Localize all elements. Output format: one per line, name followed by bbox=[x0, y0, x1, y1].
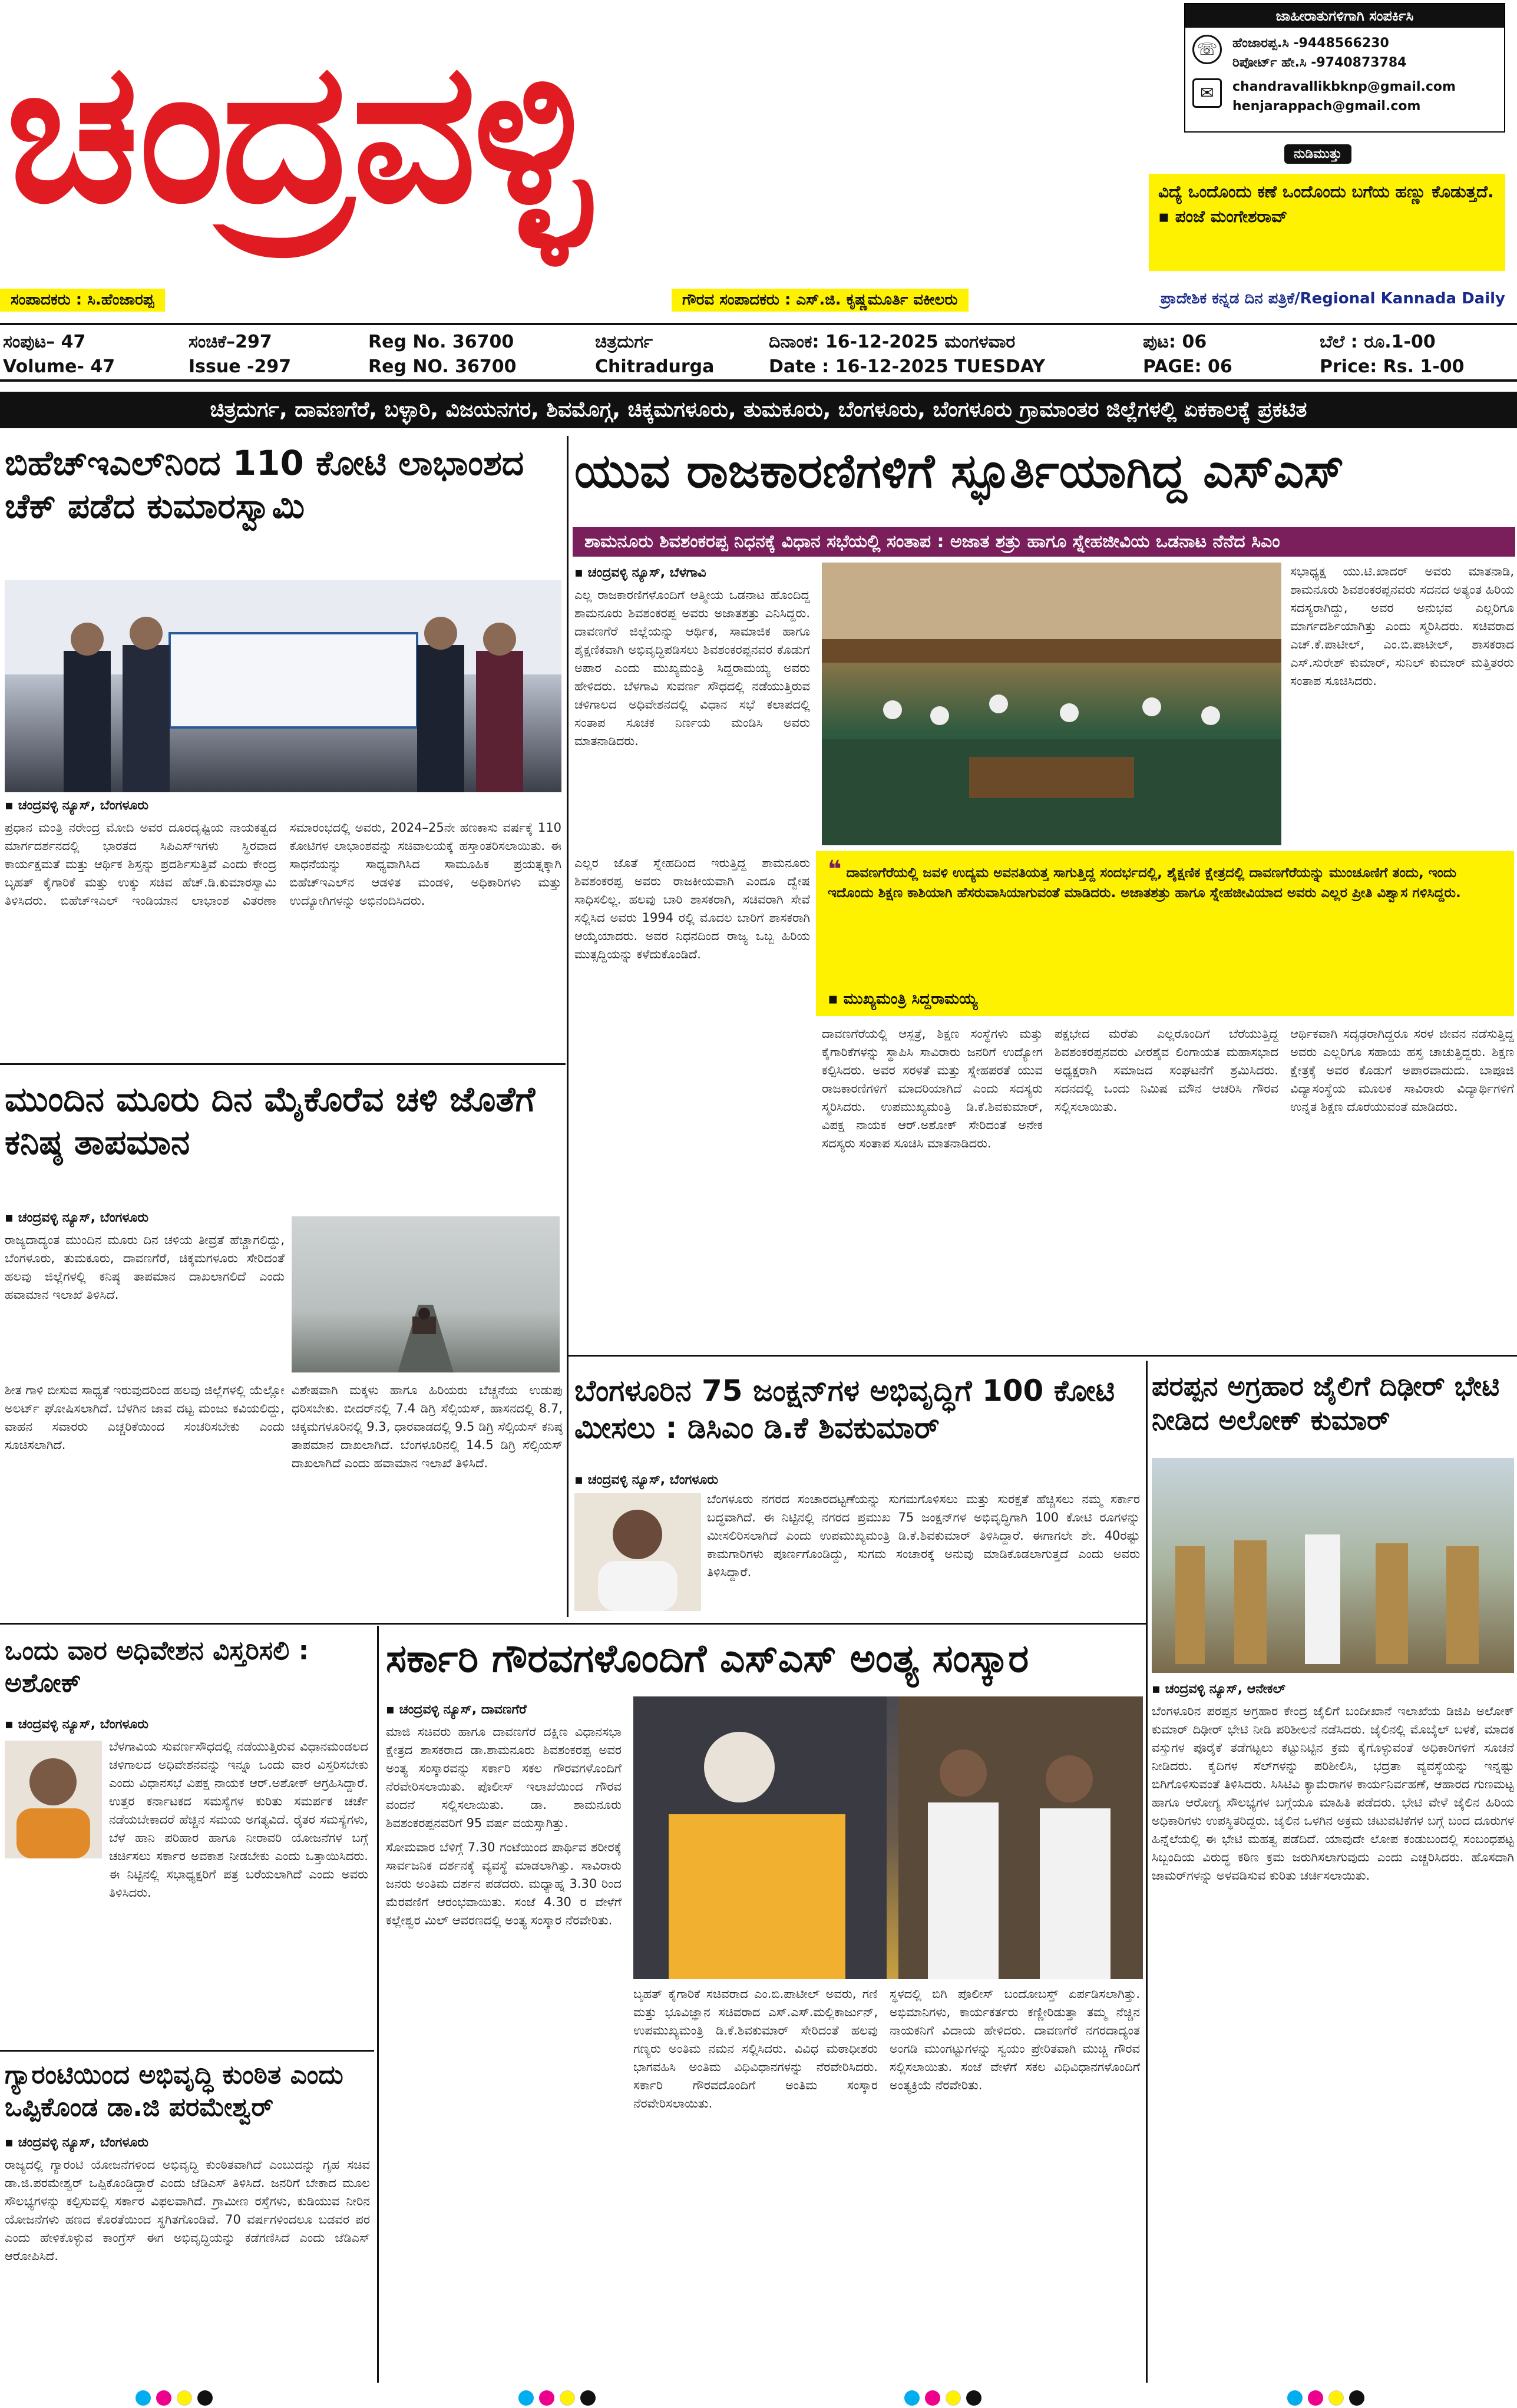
motto-author: ▪ ಪಂಜೆ ಮಂಗೇಶರಾವ್ bbox=[1158, 207, 1288, 226]
assembly-photo bbox=[822, 563, 1281, 845]
issue-cell bbox=[189, 330, 291, 379]
editor-bar bbox=[0, 289, 1517, 313]
city-en: Chitradurga bbox=[595, 356, 715, 377]
registration-mark-black bbox=[197, 2390, 213, 2406]
motto-tag: ನುಡಿಮುತ್ತು bbox=[1284, 144, 1351, 164]
jail-photo-illustration bbox=[1152, 1458, 1514, 1673]
whatsapp-icon: ☏ bbox=[1192, 35, 1222, 64]
funeral-photo bbox=[633, 1696, 1143, 1979]
column-divider bbox=[1146, 1361, 1148, 2383]
divider bbox=[0, 1623, 1146, 1625]
city-kn: ಚಿತ್ರದುರ್ಗ bbox=[595, 332, 653, 352]
volume-cell bbox=[3, 330, 115, 379]
article-ss-deck: ಶಾಮನೂರು ಶಿವಶಂಕರಪ್ಪ ನಿಧನಕ್ಕೆ ವಿಧಾನ ಸಭೆಯಲ್ಲಿ ಸಂತಾಪ : ಅಜಾತ ಶತ್ರು ಹಾಗೂ ಸ್ನೇಹಜೀವಿಯ ಒಡನಾಟ ನೆನೆದ ಸಿಎಂ bbox=[573, 527, 1515, 557]
divider bbox=[0, 2050, 374, 2052]
article-ss-byline: ▪ ಚಂದ್ರವಳ್ಳಿ ನ್ಯೂಸ್, ಬೆಳಗಾವಿ bbox=[574, 565, 706, 580]
article-junction-headline[interactable]: ಬೆಂಗಳೂರಿನ 75 ಜಂಕ್ಷನ್‌ಗಳ ಅಭಿವೃದ್ಧಿಗೆ 100 ಕೋಟಿ ಮೀಸಲು : ಡಿಸಿಎಂ ಡಿ.ಕೆ ಶಿವಕುಮಾರ್ bbox=[574, 1374, 1115, 1445]
article-ss-body-1: ಎಲ್ಲ ರಾಜಕಾರಣಿಗಳೊಂದಿಗೆ ಆತ್ಮೀಯ ಒಡನಾಟ ಹೊಂದಿದ್ದ ಶಾಮನೂರು ಶಿವಶಂಕರಪ್ಪ ಅವರು ಅಜಾತಶತ್ರು ಎನಿಸಿದ್ದರು. ದಾವಣಗೆರೆ ಜಿಲ್ಲೆಯನ್ನು ಆರ್ಥಿಕ, ಸಾಮಾಜಿಕ ಹಾಗೂ ಶೈಕ್ಷಣಿಕವಾಗಿ ಅಭಿವೃದ್ಧಿಪಡಿಸಲು ಶಿವಶಂಕರಪ್ಪನವರ ಕೊಡುಗೆ ಅಪಾರ ಎಂದು ಮುಖ್ಯಮಂತ್ರಿ ಸಿದ್ದರಾಮಯ್ಯ ಅವರು ಹೇಳಿದರು. ಬೆಳಗಾವಿ ಸುವರ್ಣ ಸೌಧದಲ್ಲಿ ನಡೆಯುತ್ತಿರುವ ಚಳಿಗಾಲದ ಅಧಿವೇಶನದಲ್ಲಿ ವಿಧಾನ ಸಭೆ ಕಲಾಪದಲ್ಲಿ ಸಂತಾಪ ಸೂಚಕ ನಿರ್ಣಯ ಮಂಡಿಸಿ ಅವರು ಮಾತನಾಡಿದರು. bbox=[574, 588, 810, 748]
motto-text: ವಿದ್ಯೆ ಒಂದೊಂದು ಕಣೆ ಒಂದೊಂದು ಬಗೆಯ ಹಣ್ಣು ಕೊಡುತ್ತದೆ. bbox=[1158, 182, 1494, 201]
registration-mark-cyan bbox=[1287, 2390, 1303, 2406]
registration-mark-black bbox=[966, 2390, 981, 2406]
article-funeral-body-3: ಬೃಹತ್ ಕೈಗಾರಿಕೆ ಸಚಿವರಾದ ಎಂ.ಬಿ.ಪಾಟೀಲ್ ಅವರು, ಗಣಿ ಮತ್ತು ಭೂವಿಜ್ಞಾನ ಸಚಿವರಾದ ಎಸ್.ಎಸ್.ಮಲ್ಲಿಕಾರ್ಜುನ್, ಉಪಮುಖ್ಯಮಂತ್ರಿ ಡಿ.ಕೆ.ಶಿವಕುಮಾರ್ ಸೇರಿದಂತೆ ಹಲವು ಗಣ್ಯರು ಅಂತಿಮ ನಮನ ಸಲ್ಲಿಸಿದರು. ವಿವಿಧ ಮಠಾಧೀಶರು ಭಾಗವಹಿಸಿ ಅಂತಿಮ ವಿಧಿವಿಧಾನಗಳನ್ನು ನೆರವೇರಿಸಿದರು. ಸರ್ಕಾರಿ ಗೌರವದೊಂದಿಗೆ ಅಂತಿಮ ಸಂಸ್ಕಾರ ನೆರವೇರಿಸಲಾಯಿತು. bbox=[633, 1987, 878, 2111]
article-funeral-headline[interactable]: ಸರ್ಕಾರಿ ಗೌರವಗಳೊಂದಿಗೆ ಎಸ್‌ಎಸ್ ಅಂತ್ಯ ಸಂಸ್ಕಾರ bbox=[386, 1636, 1029, 1681]
article-ss-body-5: ಆರ್ಥಿಕವಾಗಿ ಸದೃಢರಾಗಿದ್ದರೂ ಸರಳ ಜೀವನ ನಡೆಸುತ್ತಿದ್ದ ಅವರು ಎಲ್ಲರಿಗೂ ಸಹಾಯ ಹಸ್ತ ಚಾಚುತ್ತಿದ್ದರು. ಶಿಕ್ಷಣ ಕ್ಷೇತ್ರಕ್ಕೆ ಅವರ ಕೊಡುಗೆ ಅಪಾರವಾದುದು. ಬಾಪೂಜಿ ವಿದ್ಯಾಸಂಸ್ಥೆಯ ಮೂಲಕ ಸಾವಿರಾರು ವಿದ್ಯಾರ್ಥಿಗಳಿಗೆ ಉನ್ನತ ಶಿಕ್ಷಣ ದೊರೆಯುವಂತೆ ಮಾಡಿದರು. bbox=[1290, 1027, 1514, 1114]
issue-en: Issue -297 bbox=[189, 356, 292, 377]
article-guarantee-headline[interactable]: ಗ್ಯಾರಂಟಿಯಿಂದ ಅಭಿವೃದ್ಧಿ ಕುಂಠಿತ ಎಂದು ಒಪ್ಪಿಕೊಂಡ ಡಾ.ಜಿ ಪರಮೇಶ್ವರ್ bbox=[5, 2060, 343, 2122]
dk-shivakumar-photo bbox=[574, 1493, 701, 1611]
article-bhel-body: ಪ್ರಧಾನ ಮಂತ್ರಿ ನರೇಂದ್ರ ಮೋದಿ ಅವರ ದೂರದೃಷ್ಟಿಯ ನಾಯಕತ್ವದ ಮಾರ್ಗದರ್ಶನದಲ್ಲಿ ಭಾರತದ ಸಿಪಿಎಸ್‌ಇಗಳು ಸ್ಥಿರವಾದ ಕಾರ್ಯಕ್ಷಮತೆ ಮತ್ತು ಆರ್ಥಿಕ ಶಿಸ್ತನ್ನು ಪ್ರದರ್ಶಿಸುತ್ತಿವೆ ಎಂದು ಕೇಂದ್ರ ಬೃಹತ್ ಕೈಗಾರಿಕೆ ಮತ್ತು ಉಕ್ಕು ಸಚಿವ ಹೆಚ್.ಡಿ.ಕುಮಾರಸ್ವಾಮಿ ತಿಳಿಸಿದರು. ಬಿಹೆಚ್‌ಇಎಲ್ ಇಂಡಿಯಾನ ಲಾಭಾಂಶ ವಿತರಣಾ ಸಮಾರಂಭದಲ್ಲಿ ಅವರು, 2024–25ನೇ ಹಣಕಾಸು ವರ್ಷಕ್ಕೆ 110 ಕೋಟಿಗಳ ಲಾಭಾಂಶವನ್ನು ಸಚಿವಾಲಯಕ್ಕೆ ಹಸ್ತಾಂತರಿಸಲಾಯಿತು. ಈ ಸಾಧನೆಯನ್ನು ಸಾಧ್ಯವಾಗಿಸಿದ ಸಾಮೂಹಿಕ ಪ್ರಯತ್ನಕ್ಕಾಗಿ ಬಿಹೆಚ್‌ಇಎಲ್‌ನ ಆಡಳಿತ ಮಂಡಳಿ, ಅಧಿಕಾರಿಗಳು ಮತ್ತು ಉದ್ಯೋಗಿಗಳನ್ನು ಅಭಿನಂದಿಸಿದರು. bbox=[5, 821, 561, 908]
article-junction-body: ಬೆಂಗಳೂರು ನಗರದ ಸಂಚಾರದಟ್ಟಣೆಯನ್ನು ಸುಗಮಗೊಳಿಸಲು ಮತ್ತು ಸುರಕ್ಷತೆ ಹೆಚ್ಚಿಸಲು ನಮ್ಮ ಸರ್ಕಾರ ಬದ್ಧವಾಗಿದೆ. ಈ ನಿಟ್ಟಿನಲ್ಲಿ ನಗರದ ಪ್ರಮುಖ 75 ಜಂಕ್ಷನ್‌ಗಳ ಅಭಿವೃದ್ಧಿಗಾಗಿ 100 ಕೋಟಿ ರೂಗಳನ್ನು ಮೀಸಲಿರಿಸಲಾಗಿದೆ ಎಂದು ಉಪಮುಖ್ಯಮಂತ್ರಿ ಡಿ.ಕೆ.ಶಿವಕುಮಾರ್ ತಿಳಿಸಿದ್ದಾರೆ. ಈಗಾಗಲೇ ಶೇ. 40ರಷ್ಟು ಕಾಮಗಾರಿಗಳು ಪೂರ್ಣಗೊಂಡಿದ್ದು, ಸುಗಮ ಸಂಚಾರಕ್ಕೆ ಅನುವು ಮಾಡಿಕೊಡಲಾಗುತ್ತದೆ ಎಂದು ಅವರು ತಿಳಿಸಿದ್ದಾರೆ. bbox=[707, 1492, 1140, 1579]
article-ss-body-4: ಪಕ್ಷಭೇದ ಮರೆತು ಎಲ್ಲರೊಂದಿಗೆ ಬೆರೆಯುತ್ತಿದ್ದ ಶಿವಶಂಕರಪ್ಪನವರು ವೀರಶೈವ ಲಿಂಗಾಯತ ಮಹಾಸಭಾದ ಅಧ್ಯಕ್ಷರಾಗಿ ಸಮಾಜದ ಸಂಘಟನೆಗೆ ಶ್ರಮಿಸಿದರು. ಸದನದಲ್ಲಿ ಒಂದು ನಿಮಿಷ ಮೌನ ಆಚರಿಸಿ ಗೌರವ ಸಲ್ಲಿಸಲಾಯಿತು. bbox=[1055, 1027, 1278, 1114]
article-ss-body-6: ಸಭಾಧ್ಯಕ್ಷ ಯು.ಟಿ.ಖಾದರ್ ಅವರು ಮಾತನಾಡಿ, ಶಾಮನೂರು ಶಿವಶಂಕರಪ್ಪನವರು ಸದನದ ಅತ್ಯಂತ ಹಿರಿಯ ಸದಸ್ಯರಾಗಿದ್ದು, ಅವರ ಅನುಭವ ಎಲ್ಲರಿಗೂ ಮಾರ್ಗದರ್ಶಿಯಾಗಿತ್ತು ಎಂದು ಸ್ಮರಿಸಿದರು. ಸಚಿವರಾದ ಎಚ್.ಕೆ.ಪಾಟೀಲ್, ಎಂ.ಬಿ.ಪಾಟೀಲ್, ಶಾಸಕರಾದ ಎಸ್.ಸುರೇಶ್ ಕುಮಾರ್, ಸುನಿಲ್ ಕುಮಾರ್ ಮತ್ತಿತರರು ಸಂತಾಪ ಸೂಚಿಸಿದರು. bbox=[1290, 564, 1514, 688]
reg-cell bbox=[368, 330, 517, 379]
issue-kn: ಸಂಚಿಕೆ–297 bbox=[189, 332, 272, 352]
cm-quote-box bbox=[816, 851, 1514, 1016]
bhel-photo bbox=[5, 580, 561, 792]
article-guarantee-body: ರಾಜ್ಯದಲ್ಲಿ ಗ್ಯಾರಂಟಿ ಯೋಜನೆಗಳಿಂದ ಅಭಿವೃದ್ಧಿ ಕುಂಠಿತವಾಗಿದೆ ಎಂಬುದನ್ನು ಗೃಹ ಸಚಿವ ಡಾ.ಜಿ.ಪರಮೇಶ್ವರ್ ಒಪ್ಪಿಕೊಂಡಿದ್ದಾರೆ ಎಂದು ಜೆಡಿಎಸ್ ತಿಳಿಸಿದೆ. ಜನರಿಗೆ ಬೇಕಾದ ಮೂಲ ಸೌಲಭ್ಯಗಳನ್ನು ಕಲ್ಪಿಸುವಲ್ಲಿ ಸರ್ಕಾರ ವಿಫಲವಾಗಿದೆ. ಗ್ರಾಮೀಣ ರಸ್ತೆಗಳು, ಕುಡಿಯುವ ನೀರಿನ ಯೋಜನೆಗಳು ಹಣದ ಕೊರತೆಯಿಂದ ಸ್ಥಗಿತಗೊಂಡಿವೆ. 70 ವರ್ಷಗಳಿಂದಲೂ ಬಡವರ ಪರ ಎಂದು ಹೇಳಿಕೊಳ್ಳುವ ಕಾಂಗ್ರೆಸ್ ಈಗ ಅಭಿವೃದ್ಧಿಯನ್ನು ಕಡೆಗಣಿಸಿದೆ ಎಂದು ಜೆಡಿಎಸ್ ಆರೋಪಿಸಿದೆ. bbox=[5, 2158, 370, 2263]
cm-quote-author: ▪ ಮುಖ್ಯಮಂತ್ರಿ ಸಿದ್ದರಾಮಯ್ಯ bbox=[828, 990, 978, 1008]
article-cold-body-3: ವಿಶೇಷವಾಗಿ ಮಕ್ಕಳು ಹಾಗೂ ಹಿರಿಯರು ಬೆಚ್ಚನೆಯ ಉಡುಪು ಧರಿಸಬೇಕು. ಬೀದರ್‌ನಲ್ಲಿ 7.4 ಡಿಗ್ರಿ ಸೆಲ್ಸಿಯಸ್, ಹಾಸನದಲ್ಲಿ 8.7, ಚಿಕ್ಕಮಗಳೂರಿನಲ್ಲಿ 9.3, ಧಾರವಾಡದಲ್ಲಿ 9.5 ಡಿಗ್ರಿ ಸೆಲ್ಸಿಯಸ್ ಕನಿಷ್ಠ ತಾಪಮಾನ ದಾಖಲಾಗಿದೆ. ಬೆಂಗಳೂರಿನಲ್ಲಿ 14.5 ಡಿಗ್ರಿ ಸೆಲ್ಸಿಯಸ್ ದಾಖಲಾಗಿದೆ ಎಂದು ಹವಾಮಾನ ಇಲಾಖೆ ತಿಳಿಸಿದೆ. bbox=[292, 1383, 563, 1470]
article-jail-body: ಬೆಂಗಳೂರಿನ ಪರಪ್ಪನ ಅಗ್ರಹಾರ ಕೇಂದ್ರ ಜೈಲಿಗೆ ಬಂದೀಖಾನೆ ಇಲಾಖೆಯ ಡಿಜಿಪಿ ಅಲೋಕ್ ಕುಮಾರ್ ದಿಢೀರ್ ಭೇಟಿ ನೀಡಿ ಪರಿಶೀಲನೆ ನಡೆಸಿದರು. ಜೈಲಿನಲ್ಲಿ ಮೊಬೈಲ್ ಬಳಕೆ, ಮಾದಕ ವಸ್ತುಗಳ ಪೂರೈಕೆ ತಡೆಗಟ್ಟಲು ಕಟ್ಟುನಿಟ್ಟಿನ ಕ್ರಮ ಕೈಗೊಳ್ಳುವಂತೆ ಅಧಿಕಾರಿಗಳಿಗೆ ಸೂಚನೆ ನೀಡಿದರು. ಕೈದಿಗಳ ಸೆಲ್‌ಗಳನ್ನು ಪರಿಶೀಲಿಸಿ, ಭದ್ರತಾ ವ್ಯವಸ್ಥೆಯನ್ನು ಇನ್ನಷ್ಟು ಬಿಗಿಗೊಳಿಸುವಂತೆ ತಿಳಿಸಿದರು. ಸಿಸಿಟಿವಿ ಕ್ಯಾಮೆರಾಗಳ ಕಾರ್ಯನಿರ್ವಹಣೆ, ಆಹಾರದ ಗುಣಮಟ್ಟ ಹಾಗೂ ಆರೋಗ್ಯ ಸೌಲಭ್ಯಗಳ ಬಗ್ಗೆಯೂ ಮಾಹಿತಿ ಪಡೆದರು. ಭೇಟಿ ವೇಳೆ ಜೈಲಿನ ಹಿರಿಯ ಅಧಿಕಾರಿಗಳು ಉಪಸ್ಥಿತರಿದ್ದರು. ಜೈಲಿನ ಒಳಗಿನ ಅಕ್ರಮ ಚಟುವಟಿಕೆಗಳ ಬಗ್ಗೆ ಬಂದ ದೂರುಗಳ ಹಿನ್ನೆಲೆಯಲ್ಲಿ ಈ ಭೇಟಿ ಮಹತ್ವ ಪಡೆದಿದೆ. ಯಾವುದೇ ಲೋಪ ಕಂಡುಬಂದಲ್ಲಿ ಸಂಬಂಧಪಟ್ಟ ಸಿಬ್ಬಂದಿಯ ವಿರುದ್ಧ ಕಠಿಣ ಕ್ರಮ ಜರುಗಿಸಲಾಗುವುದು ಎಂದು ಎಚ್ಚರಿಸಿದರು. ಹೊಸದಾಗಿ ಜಾಮರ್‌ಗಳನ್ನು ಅಳವಡಿಸುವ ಕುರಿತು ಚರ್ಚಿಸಲಾಯಿತು. bbox=[1152, 1704, 1514, 1883]
article-ashok-byline: ▪ ಚಂದ್ರವಳ್ಳಿ ನ್ಯೂಸ್, ಬೆಂಗಳೂರು bbox=[5, 1717, 148, 1732]
column-divider bbox=[377, 1626, 379, 2383]
article-funeral-body-1: ಮಾಜಿ ಸಚಿವರು ಹಾಗೂ ದಾವಣಗೆರೆ ದಕ್ಷಿಣ ವಿಧಾನಸಭಾ ಕ್ಷೇತ್ರದ ಶಾಸಕರಾದ ಡಾ.ಶಾಮನೂರು ಶಿವಶಂಕರಪ್ಪ ಅವರ ಅಂತ್ಯ ಸಂಸ್ಕಾರವನ್ನು ಸರ್ಕಾರಿ ಸಕಲ ಗೌರವಗಳೊಂದಿಗೆ ನೆರವೇರಿಸಲಾಯಿತು. ಪೊಲೀಸ್ ಇಲಾಖೆಯಿಂದ ಗೌರವ ವಂದನೆ ಸಲ್ಲಿಸಲಾಯಿತು. ಡಾ. ಶಾಮನೂರು ಶಿವಶಂಕರಪ್ಪನವರಿಗೆ 95 ವರ್ಷ ವಯಸ್ಸಾಗಿತ್ತು. ಸೋಮವಾರ ಬೆಳಿಗ್ಗೆ 7.30 ಗಂಟೆಯಿಂದ ಪಾರ್ಥಿವ ಶರೀರಕ್ಕೆ ಸಾರ್ವಜನಿಕ ದರ್ಶನಕ್ಕೆ ವ್ಯವಸ್ಥೆ ಮಾಡಲಾಗಿತ್ತು. ಸಾವಿರಾರು ಜನರು ಅಂತಿಮ ದರ್ಶನ ಪಡೆದರು. ಮಧ್ಯಾಹ್ನ 3.30 ರಿಂದ ಮೆರವಣಿಗೆ ಆರಂಭವಾಯಿತು. ಸಂಜೆ 4.30 ರ ವೇಳೆಗೆ ಕಲ್ಲೇಶ್ವರ ಮಿಲ್ ಆವರಣದಲ್ಲಿ ಅಂತ್ಯ ಸಂಸ್ಕಾರ ನೆರವೇರಿತು. bbox=[386, 1723, 622, 2383]
article-ss-body-2: ಎಲ್ಲರ ಜೊತೆ ಸ್ನೇಹದಿಂದ ಇರುತ್ತಿದ್ದ ಶಾಮನೂರು ಶಿವಶಂಕರಪ್ಪ ಅವರು ರಾಜಕೀಯವಾಗಿ ಎಂದೂ ದ್ವೇಷ ಸಾಧಿಸಲಿಲ್ಲ. ಹಲವು ಬಾರಿ ಶಾಸಕರಾಗಿ, ಸಚಿವರಾಗಿ ಸೇವೆ ಸಲ್ಲಿಸಿದ ಅವರು 1994 ರಲ್ಲಿ ಮೊದಲ ಬಾರಿಗೆ ಶಾಸಕರಾಗಿ ಆಯ್ಕೆಯಾದರು. ಅವರ ನಿಧನದಿಂದ ರಾಜ್ಯ ಒಬ್ಬ ಹಿರಿಯ ಮುತ್ಸದ್ದಿಯನ್ನು ಕಳೆದುಕೊಂಡಿದೆ. bbox=[574, 856, 810, 961]
volume-en: Volume- 47 bbox=[3, 356, 115, 377]
divider bbox=[0, 1063, 566, 1065]
page-en: PAGE: 06 bbox=[1143, 356, 1232, 377]
phone-line-2: ರಿಪೋರ್ಟ್ ಹೇ.ಸಿ -9740873784 bbox=[1232, 55, 1407, 70]
article-ss-headline[interactable]: ಯುವ ರಾಜಕಾರಣಿಗಳಿಗೆ ಸ್ಫೂರ್ತಿಯಾಗಿದ್ದ ಎಸ್‌ಎಸ್ bbox=[574, 444, 1344, 498]
registration-mark-yellow bbox=[177, 2390, 192, 2406]
bhel-photo-illustration bbox=[5, 580, 561, 792]
email-icon: ✉ bbox=[1192, 78, 1222, 108]
fog-photo-illustration bbox=[292, 1216, 560, 1372]
date-cell bbox=[769, 330, 1045, 379]
registration-mark-cyan bbox=[904, 2390, 920, 2406]
email-1[interactable]: chandravallikbknp@gmail.com bbox=[1232, 80, 1456, 94]
cm-quote-text: ದಾವಣಗೆರೆಯಲ್ಲಿ ಜವಳಿ ಉದ್ಯಮ ಅವನತಿಯತ್ತ ಸಾಗುತ್ತಿದ್ದ ಸಂದರ್ಭದಲ್ಲಿ, ಶೈಕ್ಷಣಿಕ ಕ್ಷೇತ್ರದಲ್ಲಿ ದಾವಣಗೆರೆಯನ್ನು ಮುಂಚೂಣಿಗೆ ತಂದು, ಇಂದು ಇದೊಂದು ಶಿಕ್ಷಣ ಕಾಶಿಯಾಗಿ ಹೆಸರುವಾಸಿಯಾಗುವಂತೆ ಮಾಡಿದರು. ಅಜಾತಶತ್ರು ಹಾಗೂ ಸ್ನೇಹಜೀವಿಯಾದ ಅವರು ಎಲ್ಲರ ಪ್ರೀತಿ ವಿಶ್ವಾಸ ಗಳಿಸಿದ್ದರು. bbox=[828, 865, 1461, 901]
email-2[interactable]: henjarappach@gmail.com bbox=[1232, 99, 1421, 114]
registration-mark-yellow bbox=[946, 2390, 961, 2406]
registration-mark-magenta bbox=[539, 2390, 554, 2406]
ashok-photo bbox=[5, 1741, 102, 1858]
registration-mark-magenta bbox=[156, 2390, 171, 2406]
article-cold-body-1: ರಾಜ್ಯದಾದ್ಯಂತ ಮುಂದಿನ ಮೂರು ದಿನ ಚಳಿಯ ತೀವ್ರತೆ ಹೆಚ್ಚಾಗಲಿದ್ದು, ಬೆಂಗಳೂರು, ತುಮಕೂರು, ದಾವಣಗೆರೆ, ಚಿಕ್ಕಮಗಳೂರು ಸೇರಿದಂತೆ ಹಲವು ಜಿಲ್ಲೆಗಳಲ್ಲಿ ಕನಿಷ್ಠ ತಾಪಮಾನ ದಾಖಲಾಗಲಿದೆ ಎಂದು ಹವಾಮಾನ ಇಲಾಖೆ ತಿಳಿಸಿದೆ. bbox=[5, 1233, 285, 1302]
district-bar: ಚಿತ್ರದುರ್ಗ, ದಾವಣಗೆರೆ, ಬಳ್ಳಾರಿ, ವಿಜಯನಗರ, ಶಿವಮೊಗ್ಗ, ಚಿಕ್ಕಮಗಳೂರು, ತುಮಕೂರು, ಬೆಂಗಳೂರು, ಬೆಂಗಳೂರು ಗ್ರಾಮಾಂತರ ಜಿಲ್ಲೆಗಳಲ್ಲಿ ಏಕಕಾಲಕ್ಕೆ ಪ್ರಕಟಿತ bbox=[0, 392, 1517, 428]
phone-line-1: ಹೆಂಜಾರಪ್ಪ.ಸಿ -9448566230 bbox=[1232, 36, 1389, 51]
article-ashok-body: ಬೆಳಗಾವಿಯ ಸುವರ್ಣಸೌಧದಲ್ಲಿ ನಡೆಯುತ್ತಿರುವ ವಿಧಾನಮಂಡಲದ ಚಳಿಗಾಲದ ಅಧಿವೇಶನವನ್ನು ಇನ್ನೂ ಒಂದು ವಾರ ವಿಸ್ತರಿಸಬೇಕು ಎಂದು ವಿಧಾನಸಭೆ ವಿಪಕ್ಷ ನಾಯಕ ಆರ್.ಅಶೋಕ್ ಆಗ್ರಹಿಸಿದ್ದಾರೆ. ಉತ್ತರ ಕರ್ನಾಟಕದ ಸಮಸ್ಯೆಗಳ ಕುರಿತು ಸಮರ್ಪಕ ಚರ್ಚೆ ನಡೆಯಬೇಕಾದರೆ ಹೆಚ್ಚಿನ ಸಮಯ ಅಗತ್ಯವಿದೆ. ರೈತರ ಸಮಸ್ಯೆಗಳು, ಬೆಳೆ ಹಾನಿ ಪರಿಹಾರ ಹಾಗೂ ನೀರಾವರಿ ಯೋಜನೆಗಳ ಬಗ್ಗೆ ಚರ್ಚಿಸಲು ಸರ್ಕಾರ ಅವಕಾಶ ನೀಡಬೇಕು ಎಂದು ಒತ್ತಾಯಿಸಿದರು. ಈ ನಿಟ್ಟಿನಲ್ಲಿ ಸಭಾಧ್ಯಕ್ಷರಿಗೆ ಪತ್ರ ಬರೆಯಲಾಗಿದೆ ಎಂದು ಅವರು ತಿಳಿಸಿದರು. bbox=[109, 1739, 368, 1900]
article-guarantee-byline: ▪ ಚಂದ್ರವಳ್ಳಿ ನ್ಯೂಸ್, ಬೆಂಗಳೂರು bbox=[5, 2135, 148, 2150]
registration-mark-magenta bbox=[1308, 2390, 1323, 2406]
portrait-illustration bbox=[574, 1493, 701, 1611]
article-bhel-byline: ▪ ಚಂದ್ರವಳ್ಳಿ ನ್ಯೂಸ್, ಬೆಂಗಳೂರು bbox=[5, 798, 148, 813]
reg-2: Reg NO. 36700 bbox=[368, 356, 517, 377]
article-ashok-headline[interactable]: ಒಂದು ವಾರ ಅಧಿವೇಶನ ವಿಸ್ತರಿಸಲಿ : ಅಶೋಕ್ bbox=[5, 1636, 309, 1698]
honorary-editor-badge: ಗೌರವ ಸಂಪಾದಕರು : ಎಸ್.ಜಿ. ಕೃಷ್ಣಮೂರ್ತಿ ವಕೀಲರು bbox=[672, 289, 969, 312]
column-divider bbox=[567, 436, 569, 1617]
page-kn: ಪುಟ: 06 bbox=[1143, 332, 1207, 352]
date-kn: ದಿನಾಂಕ: 16-12-2025 ಮಂಗಳವಾರ bbox=[769, 332, 1016, 352]
assembly-photo-illustration bbox=[822, 563, 1281, 845]
motto-box bbox=[1149, 174, 1505, 271]
article-funeral-byline: ▪ ಚಂದ್ರವಳ್ಳಿ ನ್ಯೂಸ್, ದಾವಣಗೆರೆ bbox=[386, 1702, 527, 1717]
volume-kn: ಸಂಪುಟ– 47 bbox=[3, 332, 86, 352]
registration-mark-cyan bbox=[135, 2390, 151, 2406]
price-kn: ಬೆಲೆ : ರೂ.1-00 bbox=[1320, 332, 1436, 352]
registration-mark-black bbox=[1349, 2390, 1364, 2406]
fog-road-photo bbox=[292, 1216, 560, 1372]
article-funeral-body-2: ಸೋಮವಾರ ಬೆಳಿಗ್ಗೆ 7.30 ಗಂಟೆಯಿಂದ ಪಾರ್ಥಿವ ಶರೀರಕ್ಕೆ ಸಾರ್ವಜನಿಕ ದರ್ಶನಕ್ಕೆ ವ್ಯವಸ್ಥೆ ಮಾಡಲಾಗಿತ್ತು. ಸಾವಿರಾರು ಜನರು ಅಂತಿಮ ದರ್ಶನ ಪಡೆದರು. ಮಧ್ಯಾಹ್ನ 3.30 ರಿಂದ ಮೆರವಣಿಗೆ ಆರಂಭವಾಯಿತು. ಸಂಜೆ 4.30 ರ ವೇಳೆಗೆ ಕಲ್ಲೇಶ್ವರ ಮಿಲ್ ಆವರಣದಲ್ಲಿ ಅಂತ್ಯ ಸಂಸ್ಕಾರ ನೆರವೇರಿತು. bbox=[386, 1840, 622, 1927]
registration-mark-black bbox=[580, 2390, 596, 2406]
article-bhel-headline[interactable]: ಬಿಹೆಚ್‌ಇಎಲ್‌ನಿಂದ 110 ಕೋಟಿ ಲಾಭಾಂಶದ ಚೆಕ್ ಪಡೆದ ಕುಮಾರಸ್ವಾಮಿ bbox=[5, 443, 524, 526]
masthead-logo bbox=[6, 6, 1143, 286]
article-funeral-body-4: ಸ್ಥಳದಲ್ಲಿ ಬಿಗಿ ಪೊಲೀಸ್ ಬಂದೋಬಸ್ತ್ ಏರ್ಪಡಿಸಲಾಗಿತ್ತು. ಅಭಿಮಾನಿಗಳು, ಕಾರ್ಯಕರ್ತರು ಕಣ್ಣೀರಿಡುತ್ತಾ ತಮ್ಮ ನೆಚ್ಚಿನ ನಾಯಕನಿಗೆ ವಿದಾಯ ಹೇಳಿದರು. ದಾವಣಗೆರೆ ನಗರದಾದ್ಯಂತ ಅಂಗಡಿ ಮುಂಗಟ್ಟುಗಳನ್ನು ಸ್ವಯಂ ಪ್ರೇರಿತವಾಗಿ ಮುಚ್ಚಿ ಗೌರವ ಸಲ್ಲಿಸಲಾಯಿತು. ಸಂಜೆ ವೇಳೆಗೆ ಸಕಲ ವಿಧಿವಿಧಾನಗಳೊಂದಿಗೆ ಅಂತ್ಯಕ್ರಿಯೆ ನೆರವೇರಿತು. bbox=[890, 1987, 1140, 2092]
issue-info-row bbox=[0, 323, 1517, 382]
price-en: Price: Rs. 1-00 bbox=[1320, 356, 1465, 377]
registration-mark-yellow bbox=[1328, 2390, 1344, 2406]
registration-mark-cyan bbox=[518, 2390, 534, 2406]
reg-1: Reg No. 36700 bbox=[368, 332, 514, 352]
article-junction-byline: ▪ ಚಂದ್ರವಳ್ಳಿ ನ್ಯೂಸ್, ಬೆಂಗಳೂರು bbox=[574, 1473, 718, 1487]
newspaper-title: ಚಂದ್ರವಳ್ಳಿ bbox=[6, 19, 588, 246]
advert-header: ಜಾಹೀರಾತುಗಳಿಗಾಗಿ ಸಂಪರ್ಕಿಸಿ bbox=[1185, 4, 1504, 28]
funeral-photo-illustration bbox=[633, 1696, 1143, 1979]
editor-badge: ಸಂಪಾದಕರು : ಸಿ.ಹೆಂಜಾರಪ್ಪ bbox=[0, 289, 165, 312]
price-cell bbox=[1320, 330, 1465, 379]
quote-icon: ❝ bbox=[828, 856, 842, 883]
page-cell bbox=[1143, 330, 1232, 379]
daily-label: ಪ್ರಾದೇಶಿಕ ಕನ್ನಡ ದಿನ ಪತ್ರಿಕೆ/Regional Kannada Daily bbox=[1160, 290, 1505, 307]
article-jail-byline: ▪ ಚಂದ್ರವಳ್ಳಿ ನ್ಯೂಸ್, ಆನೇಕಲ್ bbox=[1152, 1682, 1286, 1696]
article-cold-body-2: ಶೀತ ಗಾಳಿ ಬೀಸುವ ಸಾಧ್ಯತೆ ಇರುವುದರಿಂದ ಹಲವು ಜಿಲ್ಲೆಗಳಲ್ಲಿ ಯೆಲ್ಲೋ ಅಲರ್ಟ್ ಘೋಷಿಸಲಾಗಿದೆ. ಬೆಳಗಿನ ಜಾವ ದಟ್ಟ ಮಂಜು ಕವಿಯಲಿದ್ದು, ವಾಹನ ಸವಾರರು ಎಚ್ಚರಿಕೆಯಿಂದ ಸಂಚರಿಸಬೇಕು ಎಂದು ಸೂಚಿಸಲಾಗಿದೆ. bbox=[5, 1383, 285, 1452]
registration-mark-yellow bbox=[560, 2390, 575, 2406]
date-en: Date : 16-12-2025 TUESDAY bbox=[769, 356, 1045, 377]
jail-visit-photo bbox=[1152, 1458, 1514, 1673]
city-cell bbox=[595, 330, 714, 379]
article-cold-byline: ▪ ಚಂದ್ರವಳ್ಳಿ ನ್ಯೂಸ್, ಬೆಂಗಳೂರು bbox=[5, 1210, 148, 1225]
portrait-illustration bbox=[5, 1741, 102, 1858]
article-ss-body-3: ದಾವಣಗೆರೆಯಲ್ಲಿ ಆಸ್ಪತ್ರೆ, ಶಿಕ್ಷಣ ಸಂಸ್ಥೆಗಳು ಮತ್ತು ಕೈಗಾರಿಕೆಗಳನ್ನು ಸ್ಥಾಪಿಸಿ ಸಾವಿರಾರು ಜನರಿಗೆ ಉದ್ಯೋಗ ಕಲ್ಪಿಸಿದರು. ಅವರ ಸರಳತೆ ಮತ್ತು ಸ್ನೇಹಪರತೆ ಯುವ ರಾಜಕಾರಣಿಗಳಿಗೆ ಮಾದರಿಯಾಗಿದೆ ಎಂದು ಸದಸ್ಯರು ಸ್ಮರಿಸಿದರು. ಉಪಮುಖ್ಯಮಂತ್ರಿ ಡಿ.ಕೆ.ಶಿವಕುಮಾರ್, ವಿಪಕ್ಷ ನಾಯಕ ಆರ್.ಅಶೋಕ್ ಸೇರಿದಂತೆ ಅನೇಕ ಸದಸ್ಯರು ಸಂತಾಪ ಸೂಚಿಸಿ ಮಾತನಾಡಿದರು. bbox=[822, 1027, 1043, 1150]
registration-mark-magenta bbox=[925, 2390, 940, 2406]
divider bbox=[569, 1355, 1517, 1357]
article-cold-headline[interactable]: ಮುಂದಿನ ಮೂರು ದಿನ ಮೈಕೊರೆವ ಚಳಿ ಜೊತೆಗೆ ಕನಿಷ್ಠ ತಾಪಮಾನ bbox=[5, 1079, 536, 1162]
article-jail-headline[interactable]: ಪರಪ್ಪನ ಅಗ್ರಹಾರ ಜೈಲಿಗೆ ದಿಢೀರ್ ಭೇಟಿ ನೀಡಿದ ಅಲೋಕ್ ಕುಮಾರ್ bbox=[1152, 1370, 1500, 1436]
advert-contact-box bbox=[1184, 3, 1505, 133]
